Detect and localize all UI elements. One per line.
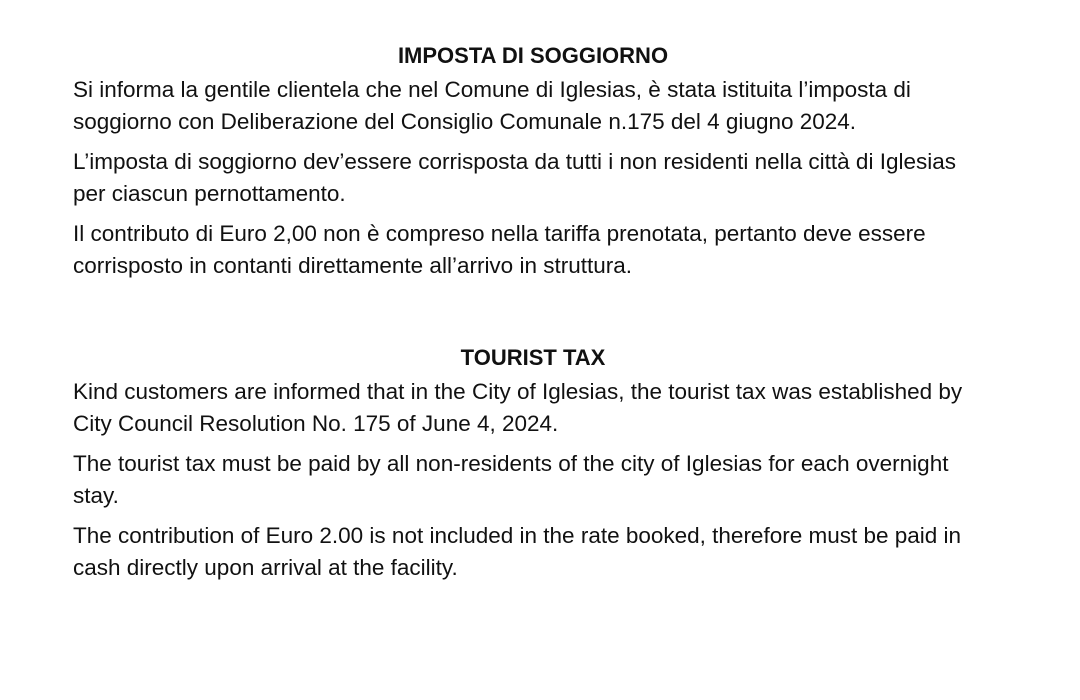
english-paragraph-2: The tourist tax must be paid by all non-residents of the city of Iglesias for each overnight stay. bbox=[73, 451, 949, 508]
english-paragraph-1: Kind customers are informed that in the City of Iglesias, the tourist tax was established by City Council Resolution No. 175 of June 4, 2024. bbox=[73, 379, 963, 436]
italian-paragraph-1: Si informa la gentile clientela che nel Comune di Iglesias, è stata istituita l’imposta di soggiorno con Deliberazione del Consiglio Comunale n.175 del 4 giugno 2024. bbox=[73, 77, 911, 134]
italian-notice bbox=[73, 42, 993, 290]
english-title: TOURIST TAX bbox=[460, 345, 606, 370]
english-notice bbox=[73, 344, 993, 592]
italian-title: IMPOSTA DI SOGGIORNO bbox=[397, 43, 669, 68]
italian-paragraph-3: Il contributo di Euro 2,00 non è compreso nella tariffa prenotata, pertanto deve essere corrisposto in contanti direttamente all’arrivo in struttura. bbox=[73, 221, 926, 278]
english-paragraph-3: The contribution of Euro 2.00 is not included in the rate booked, therefore must be paid in cash directly upon arrival at the facility. bbox=[73, 523, 962, 580]
italian-paragraph-2: L’imposta di soggiorno dev’essere corrisposta da tutti i non residenti nella città di Iglesias per ciascun pernottamento. bbox=[73, 149, 956, 206]
